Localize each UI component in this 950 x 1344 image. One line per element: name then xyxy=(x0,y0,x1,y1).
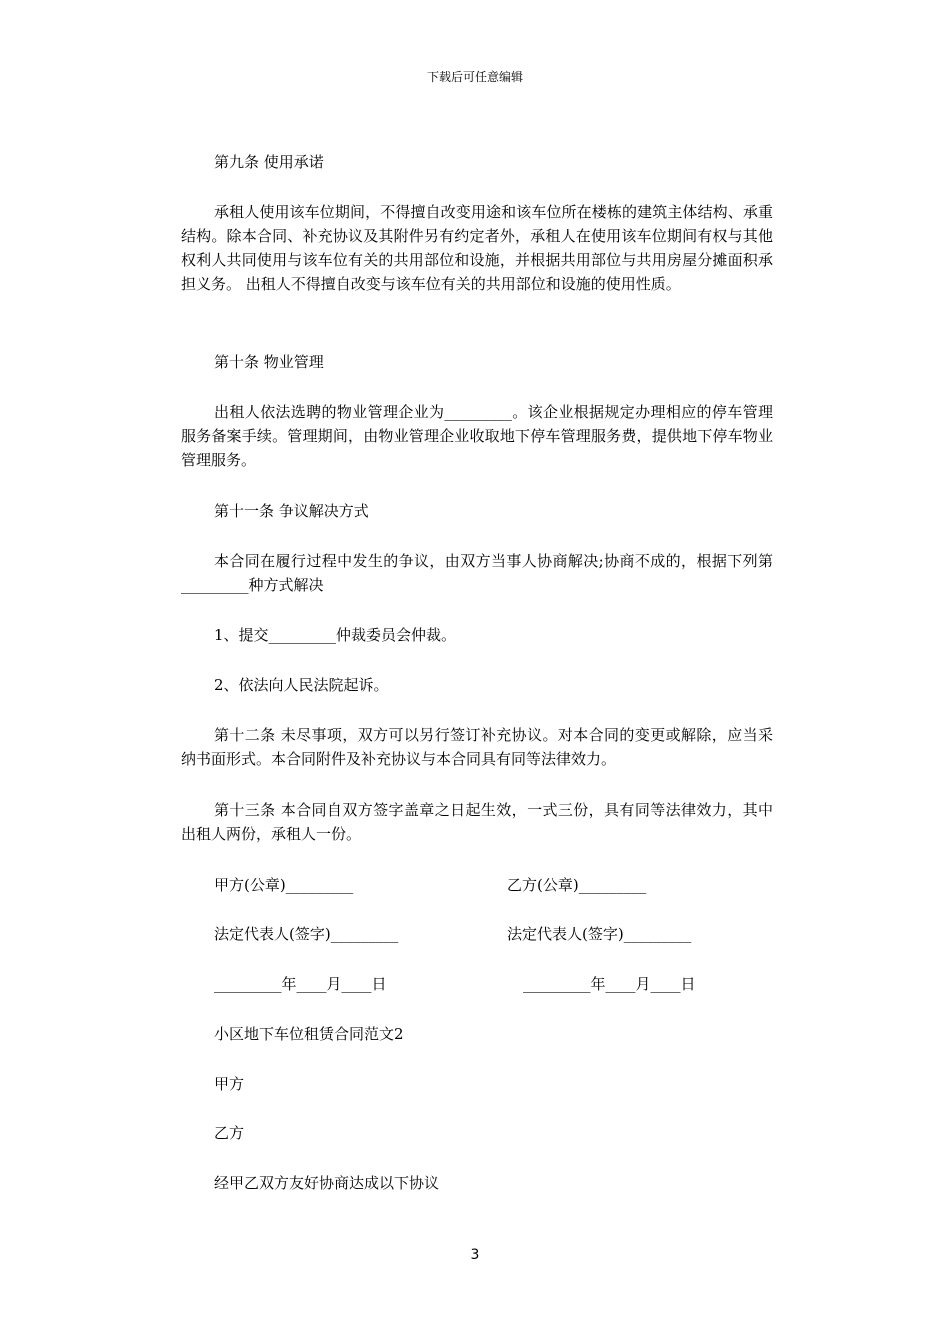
article-9-title: 第九条 使用承诺 xyxy=(214,153,324,171)
article-10-body: 出租人依法选聘的物业管理企业为_________。该企业根据规定办理相应的停车管理服务备案手续。管理期间，由物业管理企业收取地下停车管理服务费，提供地下停车物业管理服务。 xyxy=(181,403,773,469)
party-a-seal: 甲方(公章)_________ xyxy=(214,876,354,894)
contract-2-title: 小区地下车位租赁合同范文2 xyxy=(214,1025,404,1043)
article-9-body: 承租人使用该车位期间，不得擅自改变用途和该车位所在楼栋的建筑主体结构、承重结构。除本合同、补充协议及其附件另有约定者外，承租人在使用该车位期间有权与其他权利人共同使用与该车位有关的共用部位和设施，并根据共用部位与共用房屋分摊面积承担义务。 出租人不得擅自改变与该车位有关的共用部位和设施的使用性质。 xyxy=(181,203,773,293)
contract-2-party-a: 甲方 xyxy=(214,1075,245,1093)
article-11-body: 本合同在履行过程中发生的争议，由双方当事人协商解决;协商不成的，根据下列第_________种方式解决 xyxy=(181,552,773,594)
contract-2-intro: 经甲乙双方友好协商达成以下协议 xyxy=(214,1174,440,1192)
article-12-body: 第十二条 未尽事项，双方可以另行签订补充协议。对本合同的变更或解除，应当采纳书面形式。本合同附件及补充协议与本合同具有同等法律效力。 xyxy=(181,726,773,768)
article-13-body: 第十三条 本合同自双方签字盖章之日起生效，一式三份，具有同等法律效力，其中出租人两份，承租人一份。 xyxy=(181,801,773,843)
party-b-representative: 法定代表人(签字)_________ xyxy=(507,925,692,943)
party-a-representative: 法定代表人(签字)_________ xyxy=(214,925,399,943)
article-11-option-2: 2、依法向人民法院起诉。 xyxy=(214,676,389,694)
party-b-date: _________年____月____日 xyxy=(523,975,696,993)
contract-2-party-b: 乙方 xyxy=(214,1124,245,1142)
article-10-title: 第十条 物业管理 xyxy=(214,353,324,371)
article-11-option-1: 1、提交_________仲裁委员会仲裁。 xyxy=(214,626,457,644)
page-header: 下载后可任意编辑 xyxy=(426,70,523,84)
party-a-date: _________年____月____日 xyxy=(214,975,387,993)
article-11-title: 第十一条 争议解决方式 xyxy=(214,502,369,520)
party-b-seal: 乙方(公章)_________ xyxy=(507,876,647,894)
page-number: 3 xyxy=(470,1247,480,1263)
